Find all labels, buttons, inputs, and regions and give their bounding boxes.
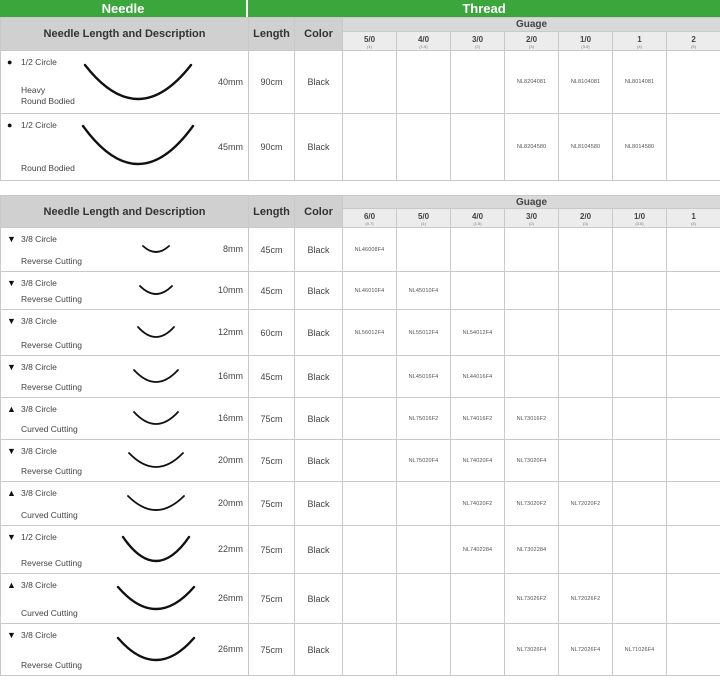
product-code-cell bbox=[451, 51, 505, 114]
product-code-cell: NL8104580 bbox=[559, 114, 613, 181]
needle-point-symbol-icon: ▼ bbox=[7, 532, 16, 542]
gauge-size-label: 2/0 bbox=[525, 34, 538, 44]
product-code-cell bbox=[559, 228, 613, 272]
product-code-cell: NL7402284 bbox=[451, 526, 505, 574]
gauge-size-metric: (3.5) bbox=[635, 220, 644, 226]
needle-description-cell bbox=[1, 574, 249, 624]
needle-length-mm: 20mm bbox=[217, 455, 243, 465]
thread-length-cell: 90cm bbox=[249, 51, 295, 114]
thread-length-cell: 45cm bbox=[249, 272, 295, 310]
product-code-cell: NL8104081 bbox=[559, 51, 613, 114]
product-code-cell bbox=[667, 526, 720, 574]
needle-curve-icon bbox=[136, 325, 176, 339]
thread-color-cell: Black bbox=[295, 440, 343, 482]
needle-curve-icon bbox=[116, 636, 196, 662]
needle-point-symbol-icon: ▼ bbox=[7, 234, 16, 244]
col-header-length: Length bbox=[249, 196, 295, 228]
gauge-size-metric: (3.5) bbox=[581, 43, 590, 49]
needle-point-symbol-icon: ▼ bbox=[7, 446, 16, 456]
needle-type-label: Reverse Cutting bbox=[21, 660, 82, 670]
gauge-size-metric: (2) bbox=[529, 220, 534, 226]
product-code-cell bbox=[397, 482, 451, 526]
product-code-cell bbox=[559, 356, 613, 398]
product-code-cell bbox=[613, 482, 667, 526]
gauge-size-label: 4/0 bbox=[417, 34, 430, 44]
thread-length-cell: 75cm bbox=[249, 482, 295, 526]
top-header-bar bbox=[0, 0, 720, 17]
product-code-cell: NL46008F4 bbox=[343, 228, 397, 272]
product-code-cell bbox=[505, 272, 559, 310]
product-code-cell bbox=[397, 228, 451, 272]
thread-color-cell: Black bbox=[295, 526, 343, 574]
product-code-cell: NL45016F4 bbox=[397, 356, 451, 398]
gauge-size-header bbox=[667, 209, 720, 228]
product-code-cell: NL8204081 bbox=[505, 51, 559, 114]
product-code-cell: NL73026F2 bbox=[505, 574, 559, 624]
table-row bbox=[1, 526, 720, 574]
product-code-cell bbox=[667, 440, 720, 482]
needle-curve-icon bbox=[126, 494, 186, 512]
needle-curve-icon bbox=[121, 535, 191, 563]
gauge-size-label: 5/0 bbox=[363, 34, 376, 44]
product-code-cell bbox=[667, 51, 720, 114]
gauge-size-header bbox=[559, 32, 613, 51]
thread-color-cell: Black bbox=[295, 310, 343, 356]
thread-color-cell: Black bbox=[295, 574, 343, 624]
needle-description-cell bbox=[1, 624, 249, 676]
needle-description-cell bbox=[1, 114, 249, 181]
needle-point-symbol-icon: ▼ bbox=[7, 316, 16, 326]
product-code-cell bbox=[343, 624, 397, 676]
product-code-cell: NL73016F2 bbox=[505, 398, 559, 440]
needle-curvature-label: 3/8 Circle bbox=[21, 278, 57, 288]
gauge-size-header bbox=[613, 32, 667, 51]
gauge-size-label: 2/0 bbox=[579, 211, 592, 221]
needle-length-mm: 20mm bbox=[217, 498, 243, 508]
col-header-length: Length bbox=[249, 18, 295, 51]
product-code-cell bbox=[343, 526, 397, 574]
col-header-description: Needle Length and Description bbox=[1, 196, 249, 228]
product-code-cell bbox=[397, 51, 451, 114]
needle-length-mm: 16mm bbox=[217, 371, 243, 381]
gauge-size-header bbox=[667, 32, 720, 51]
needle-curvature-label: 3/8 Circle bbox=[21, 488, 57, 498]
gauge-size-metric: (1) bbox=[421, 220, 426, 226]
needle-length-mm: 10mm bbox=[217, 285, 243, 295]
table-row bbox=[1, 482, 720, 526]
gauge-size-header bbox=[613, 209, 667, 228]
gauge-size-metric: (1.5) bbox=[473, 220, 482, 226]
thread-length-cell: 75cm bbox=[249, 574, 295, 624]
product-code-cell: NL72026F2 bbox=[559, 574, 613, 624]
product-code-cell bbox=[667, 228, 720, 272]
table-row bbox=[1, 440, 720, 482]
product-code-cell bbox=[667, 356, 720, 398]
thread-color-cell: Black bbox=[295, 398, 343, 440]
product-code-cell bbox=[559, 398, 613, 440]
gauge-size-header bbox=[397, 209, 451, 228]
gauge-size-metric: (0.7) bbox=[365, 220, 374, 226]
gauge-size-label: 1/0 bbox=[633, 211, 646, 221]
product-code-cell: NL45010F4 bbox=[397, 272, 451, 310]
gauge-size-header bbox=[451, 32, 505, 51]
needle-description-cell bbox=[1, 398, 249, 440]
product-code-cell: NL8204580 bbox=[505, 114, 559, 181]
product-code-cell: NL44016F4 bbox=[451, 356, 505, 398]
needle-point-symbol-icon: ▲ bbox=[7, 580, 16, 590]
product-code-cell bbox=[343, 482, 397, 526]
needle-table-2 bbox=[0, 195, 720, 676]
needle-type-label: Curved Cutting bbox=[21, 510, 78, 520]
needle-point-symbol-icon: ▲ bbox=[7, 404, 16, 414]
needle-type-label: Reverse Cutting bbox=[21, 340, 82, 350]
needle-description-cell bbox=[1, 310, 249, 356]
product-code-cell: NL8014580 bbox=[613, 114, 667, 181]
needle-curvature-label: 3/8 Circle bbox=[21, 404, 57, 414]
table-row bbox=[1, 114, 720, 181]
product-code-cell bbox=[613, 310, 667, 356]
needle-point-symbol-icon: ● bbox=[7, 120, 13, 130]
product-code-cell bbox=[397, 114, 451, 181]
product-code-cell bbox=[613, 398, 667, 440]
needle-type-label: Reverse Cutting bbox=[21, 466, 82, 476]
gauge-size-metric: (5) bbox=[691, 43, 696, 49]
thread-color-cell: Black bbox=[295, 114, 343, 181]
gauge-size-header bbox=[397, 32, 451, 51]
product-code-cell bbox=[397, 574, 451, 624]
needle-type-label: Reverse Cutting bbox=[21, 294, 82, 304]
thread-length-cell: 45cm bbox=[249, 356, 295, 398]
gauge-size-label: 2 bbox=[691, 34, 696, 44]
gauge-size-metric: (4) bbox=[691, 220, 696, 226]
needle-description-cell bbox=[1, 51, 249, 114]
needle-table-1 bbox=[0, 17, 720, 181]
needle-curvature-label: 1/2 Circle bbox=[21, 120, 57, 130]
product-code-cell: NL75016F2 bbox=[397, 398, 451, 440]
needle-description-cell bbox=[1, 526, 249, 574]
needle-length-mm: 22mm bbox=[217, 544, 243, 554]
product-code-cell bbox=[343, 51, 397, 114]
needle-point-symbol-icon: ▼ bbox=[7, 278, 16, 288]
product-code-cell: NL74020F2 bbox=[451, 482, 505, 526]
product-code-cell bbox=[667, 310, 720, 356]
product-code-cell bbox=[397, 526, 451, 574]
gauge-size-metric: (3) bbox=[529, 43, 534, 49]
thread-color-cell: Black bbox=[295, 482, 343, 526]
product-code-cell bbox=[451, 114, 505, 181]
product-code-cell: NL7302284 bbox=[505, 526, 559, 574]
gauge-size-label: 3/0 bbox=[471, 34, 484, 44]
gauge-size-header bbox=[559, 209, 613, 228]
product-code-cell: NL54012F4 bbox=[451, 310, 505, 356]
gauge-size-metric: (3) bbox=[583, 220, 588, 226]
product-code-cell bbox=[451, 272, 505, 310]
product-code-cell: NL73020F4 bbox=[505, 440, 559, 482]
needle-curve-icon bbox=[132, 410, 180, 426]
table-row bbox=[1, 272, 720, 310]
gauge-size-label: 4/0 bbox=[471, 211, 484, 221]
needle-length-mm: 26mm bbox=[217, 644, 243, 654]
table-row bbox=[1, 574, 720, 624]
needle-type-label-1: Heavy bbox=[21, 85, 46, 95]
gauge-size-header bbox=[343, 209, 397, 228]
needle-type-label: Curved Cutting bbox=[21, 608, 78, 618]
gauge-size-label: 1 bbox=[637, 34, 642, 44]
product-code-cell: NL8014081 bbox=[613, 51, 667, 114]
product-code-cell bbox=[343, 398, 397, 440]
product-code-cell bbox=[343, 440, 397, 482]
gauge-size-metric: (1) bbox=[367, 43, 372, 49]
thread-length-cell: 75cm bbox=[249, 526, 295, 574]
gauge-size-header bbox=[451, 209, 505, 228]
product-code-cell: NL74020F4 bbox=[451, 440, 505, 482]
thread-length-cell: 75cm bbox=[249, 398, 295, 440]
needle-length-mm: 8mm bbox=[223, 244, 243, 254]
needle-heading: Needle bbox=[0, 0, 248, 17]
gauge-size-metric: (1.5) bbox=[419, 43, 428, 49]
product-code-cell bbox=[613, 356, 667, 398]
product-code-cell bbox=[613, 440, 667, 482]
product-code-cell bbox=[667, 574, 720, 624]
product-code-cell bbox=[343, 574, 397, 624]
col-header-color: Color bbox=[295, 196, 343, 228]
needle-curvature-label: 1/2 Circle bbox=[21, 57, 57, 67]
product-code-cell bbox=[613, 272, 667, 310]
needle-point-symbol-icon: ▼ bbox=[7, 630, 16, 640]
gauge-size-header bbox=[343, 32, 397, 51]
needle-point-symbol-icon: ▲ bbox=[7, 488, 16, 498]
thread-color-cell: Black bbox=[295, 272, 343, 310]
product-code-cell bbox=[451, 624, 505, 676]
thread-color-cell: Black bbox=[295, 228, 343, 272]
product-code-cell bbox=[505, 356, 559, 398]
thread-length-cell: 60cm bbox=[249, 310, 295, 356]
guage-header: Guage bbox=[343, 18, 720, 32]
needle-description-cell bbox=[1, 272, 249, 310]
product-code-cell: NL74016F2 bbox=[451, 398, 505, 440]
product-code-cell bbox=[667, 272, 720, 310]
product-code-cell bbox=[613, 574, 667, 624]
product-code-cell bbox=[667, 482, 720, 526]
needle-curvature-label: 3/8 Circle bbox=[21, 362, 57, 372]
product-code-cell bbox=[343, 114, 397, 181]
needle-point-symbol-icon: ● bbox=[7, 57, 13, 67]
product-code-cell: NL73026F4 bbox=[505, 624, 559, 676]
needle-curvature-label: 3/8 Circle bbox=[21, 234, 57, 244]
table-row bbox=[1, 51, 720, 114]
needle-description-cell bbox=[1, 440, 249, 482]
needle-curvature-label: 3/8 Circle bbox=[21, 446, 57, 456]
product-code-cell bbox=[559, 272, 613, 310]
needle-curve-icon bbox=[138, 284, 174, 296]
needle-type-label: Reverse Cutting bbox=[21, 256, 82, 266]
thread-length-cell: 75cm bbox=[249, 440, 295, 482]
needle-point-symbol-icon: ▼ bbox=[7, 362, 16, 372]
guage-header: Guage bbox=[343, 196, 720, 209]
gauge-size-label: 1 bbox=[691, 211, 696, 221]
col-header-color: Color bbox=[295, 18, 343, 51]
needle-length-mm: 45mm bbox=[217, 141, 243, 152]
table-row bbox=[1, 398, 720, 440]
needle-length-mm: 12mm bbox=[217, 327, 243, 337]
thread-color-cell: Black bbox=[295, 51, 343, 114]
thread-color-cell: Black bbox=[295, 624, 343, 676]
needle-curve-icon bbox=[81, 124, 195, 166]
needle-length-mm: 16mm bbox=[217, 413, 243, 423]
gauge-size-metric: (4) bbox=[637, 43, 642, 49]
product-code-cell: NL72020F2 bbox=[559, 482, 613, 526]
gauge-size-label: 3/0 bbox=[525, 211, 538, 221]
product-code-cell bbox=[667, 624, 720, 676]
needle-description-cell bbox=[1, 356, 249, 398]
thread-length-cell: 75cm bbox=[249, 624, 295, 676]
table-row bbox=[1, 228, 720, 272]
product-code-cell bbox=[505, 310, 559, 356]
product-code-cell bbox=[559, 440, 613, 482]
needle-curve-icon bbox=[141, 244, 171, 254]
product-code-cell bbox=[559, 310, 613, 356]
needle-curve-icon bbox=[127, 451, 185, 469]
product-code-cell bbox=[613, 526, 667, 574]
gauge-size-label: 6/0 bbox=[363, 211, 376, 221]
product-code-cell bbox=[667, 398, 720, 440]
gauge-size-header bbox=[505, 32, 559, 51]
product-code-cell bbox=[343, 356, 397, 398]
needle-type-label: Reverse Cutting bbox=[21, 558, 82, 568]
product-code-cell: NL72026F4 bbox=[559, 624, 613, 676]
product-code-cell: NL55012F4 bbox=[397, 310, 451, 356]
product-code-cell bbox=[505, 228, 559, 272]
product-code-cell bbox=[451, 574, 505, 624]
needle-type-label: Curved Cutting bbox=[21, 424, 78, 434]
product-code-cell bbox=[667, 114, 720, 181]
product-code-cell bbox=[397, 624, 451, 676]
product-code-cell: NL56012F4 bbox=[343, 310, 397, 356]
needle-curve-icon bbox=[132, 368, 180, 384]
needle-type-label-2: Round Bodied bbox=[21, 96, 75, 106]
product-code-cell bbox=[451, 228, 505, 272]
product-code-cell: NL73020F2 bbox=[505, 482, 559, 526]
needle-curve-icon bbox=[116, 585, 196, 611]
product-code-cell bbox=[559, 526, 613, 574]
needle-description-cell bbox=[1, 228, 249, 272]
table-row bbox=[1, 356, 720, 398]
product-code-cell bbox=[613, 228, 667, 272]
needle-curvature-label: 1/2 Circle bbox=[21, 532, 57, 542]
needle-curvature-label: 3/8 Circle bbox=[21, 630, 57, 640]
table-row bbox=[1, 310, 720, 356]
product-code-cell: NL75020F4 bbox=[397, 440, 451, 482]
gauge-size-metric: (2) bbox=[475, 43, 480, 49]
thread-length-cell: 90cm bbox=[249, 114, 295, 181]
needle-curvature-label: 3/8 Circle bbox=[21, 580, 57, 590]
needle-length-mm: 40mm bbox=[217, 76, 243, 87]
product-code-cell: NL46010F4 bbox=[343, 272, 397, 310]
gauge-size-header bbox=[505, 209, 559, 228]
table-row bbox=[1, 624, 720, 676]
needle-length-mm: 26mm bbox=[217, 593, 243, 603]
needle-type-label: Reverse Cutting bbox=[21, 382, 82, 392]
needle-description-cell bbox=[1, 482, 249, 526]
thread-length-cell: 45cm bbox=[249, 228, 295, 272]
product-code-cell: NL71026F4 bbox=[613, 624, 667, 676]
needle-type-label-2: Round Bodied bbox=[21, 163, 75, 173]
gauge-size-label: 1/0 bbox=[579, 34, 592, 44]
col-header-description: Needle Length and Description bbox=[1, 18, 249, 51]
thread-color-cell: Black bbox=[295, 356, 343, 398]
needle-curvature-label: 3/8 Circle bbox=[21, 316, 57, 326]
needle-curve-icon bbox=[83, 63, 193, 101]
gauge-size-label: 5/0 bbox=[417, 211, 430, 221]
thread-heading: Thread bbox=[248, 0, 720, 17]
